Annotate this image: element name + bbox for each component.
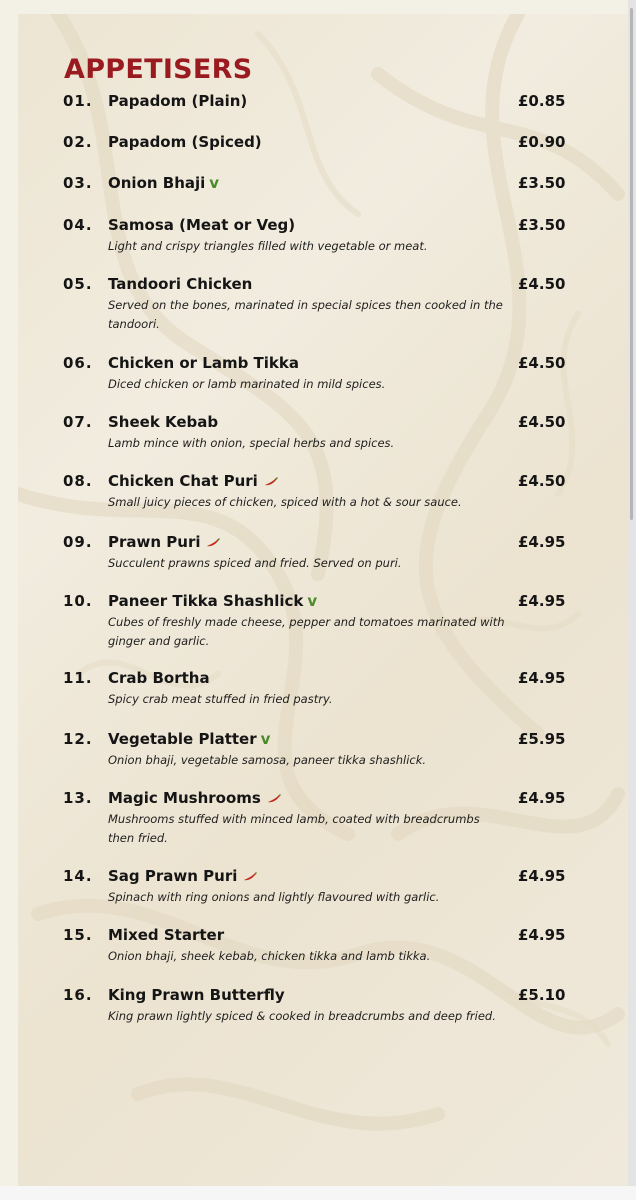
item-name: King Prawn Butterfly [108,986,285,1004]
item-name: Sag Prawn Puri [108,867,238,885]
page-bottom-margin [0,1186,636,1200]
chili-pepper-icon [264,473,278,491]
item-price: £4.95 [518,592,566,610]
item-name-line [108,216,295,234]
item-number: 14. [63,867,93,885]
item-number: 07. [63,413,93,431]
item-name-line [108,533,220,552]
item-name: Mixed Starter [108,926,225,944]
item-description: Cubes of freshly made cheese, pepper and tomatoes marinated with ginger and garlic. [108,615,505,648]
item-description: Spinach with ring onions and lightly flavoured with garlic. [108,890,440,904]
item-description: Diced chicken or lamb marinated in mild spices. [108,377,386,391]
item-description: Onion bhaji, vegetable samosa, paneer tikka shashlick. [108,753,427,767]
item-price: £5.95 [518,730,566,748]
item-price: £0.85 [518,92,566,110]
chili-pepper-icon [243,868,257,886]
item-number: 01. [63,92,93,110]
item-price: £0.90 [518,133,566,151]
item-name-line [108,592,317,610]
item-number: 10. [63,592,93,610]
section-title: APPETISERS [64,54,253,85]
item-name-line [108,730,270,748]
item-description: Succulent prawns spiced and fried. Served on puri. [108,556,402,570]
item-number: 08. [63,472,93,490]
chili-pepper-icon [206,534,220,552]
item-description: Onion bhaji, sheek kebab, chicken tikka and lamb tikka. [108,949,431,963]
item-price: £4.95 [518,867,566,885]
item-description: King prawn lightly spiced & cooked in breadcrumbs and deep fried. [108,1009,496,1023]
item-number: 04. [63,216,93,234]
item-name: Paneer Tikka Shashlick [108,592,304,610]
item-description: Small juicy pieces of chicken, spiced with a hot & sour sauce. [108,495,462,509]
item-name-line [108,669,210,687]
item-price: £4.95 [518,533,566,551]
item-name: Vegetable Platter [108,730,257,748]
item-price: £4.50 [518,472,566,490]
item-number: 16. [63,986,93,1004]
item-name-line [108,789,281,808]
item-name-line [108,413,218,431]
item-price: £4.50 [518,354,566,372]
item-name-line [108,986,285,1004]
item-name: Chicken Chat Puri [108,472,258,490]
item-number: 09. [63,533,93,551]
item-name-line [108,867,257,886]
item-name-line [108,354,299,372]
vegetarian-icon: v [209,174,220,192]
item-description: Lamb mince with onion, special herbs and spices. [108,436,395,450]
item-name-line [108,926,224,944]
item-price: £4.95 [518,789,566,807]
item-number: 06. [63,354,93,372]
item-description: Served on the bones, marinated in special spices then cooked in the tandoori. [108,298,503,331]
item-number: 15. [63,926,93,944]
item-price: £5.10 [518,986,566,1004]
item-name: Crab Bortha [108,669,210,687]
item-price: £4.95 [518,669,566,687]
item-number: 03. [63,174,93,192]
item-number: 11. [63,669,93,687]
item-price: £4.50 [518,275,566,293]
item-name: Papadom (Plain) [108,92,248,110]
item-number: 13. [63,789,93,807]
item-name: Tandoori Chicken [108,275,253,293]
item-number: 05. [63,275,93,293]
item-name: Magic Mushrooms [108,789,261,807]
item-price: £3.50 [518,216,566,234]
vegetarian-icon: v [307,592,318,610]
item-price: £4.95 [518,926,566,944]
item-price: £3.50 [518,174,566,192]
chili-pepper-icon [267,790,281,808]
item-name: Samosa (Meat or Veg) [108,216,296,234]
item-number: 02. [63,133,93,151]
vegetarian-icon: v [260,730,271,748]
item-name-line [108,275,252,293]
item-name: Sheek Kebab [108,413,219,431]
item-name: Onion Bhaji [108,174,206,192]
item-name: Chicken or Lamb Tikka [108,354,300,372]
item-description: Spicy crab meat stuffed in fried pastry. [108,692,333,706]
item-name-line [108,133,262,151]
item-description: Light and crispy triangles filled with vegetable or meat. [108,239,428,253]
item-name-line [108,174,219,192]
item-description: Mushrooms stuffed with minced lamb, coated with breadcrumbs then fried. [108,812,480,845]
item-number: 12. [63,730,93,748]
item-price: £4.50 [518,413,566,431]
item-name-line [108,92,247,110]
item-name: Prawn Puri [108,533,201,551]
item-name: Papadom (Spiced) [108,133,262,151]
scrollbar-thumb[interactable] [630,8,633,520]
item-name-line [108,472,278,491]
